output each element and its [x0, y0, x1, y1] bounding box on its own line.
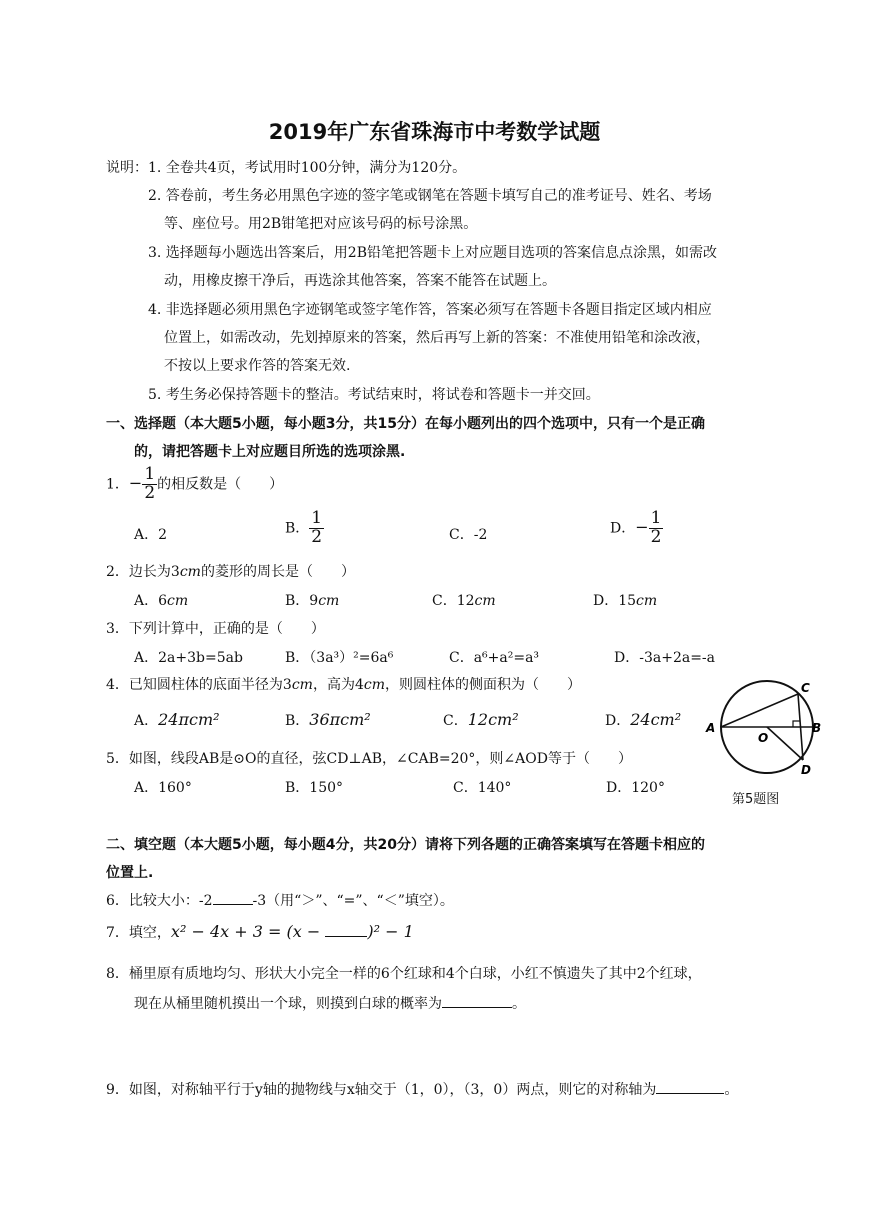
answer-blank[interactable] [213, 890, 253, 905]
minus-sign: − [128, 473, 143, 493]
section-heading: 一、选择题（本大题5小题，每小题3分，共15分）在每小题列出的四个选项中，只有一个是正确 [106, 416, 705, 432]
label-c: C [801, 681, 810, 695]
option-a: A．2a+3b=5ab [134, 650, 243, 666]
option-d [610, 510, 663, 547]
denominator: 2 [144, 482, 156, 503]
numerator: 1 [650, 508, 662, 528]
question-text: 6．比较大小：-2 [106, 893, 213, 909]
question-text: ，高为4 [312, 677, 364, 693]
question-text: 现在从桶里随机摸出一个球，则摸到白球的概率为 [134, 996, 442, 1012]
option-a [134, 590, 188, 610]
option-c: C．-2 [449, 527, 488, 543]
label-a: A [706, 721, 716, 735]
answer-blank[interactable] [442, 993, 512, 1008]
question-number: 2． [106, 564, 129, 580]
option-value: 36πcm² [309, 710, 371, 729]
option-c: C．a⁶+a²=a³ [449, 650, 540, 666]
answer-blank[interactable] [325, 922, 367, 937]
option-c [432, 590, 496, 610]
note-item: 动，用橡皮擦干净后，再选涂其他答案，答案不能答在试题上。 [164, 273, 556, 289]
unit: cm [291, 677, 313, 693]
question-text: 。 [724, 1082, 739, 1098]
right-angle-mark [793, 721, 800, 727]
option-value: A．6 [134, 593, 168, 609]
question-text: 9．如图，对称轴平行于y轴的抛物线与x轴交于（1，0），（3，0）两点，则它的对称轴为 [106, 1082, 657, 1098]
note-item: 1. 全卷共4页，考试用时100分钟，满分为120分。 [148, 160, 467, 176]
option-label: D． [605, 713, 631, 729]
unit: cm [474, 593, 496, 609]
section-heading-cont: 位置上. [106, 865, 154, 881]
option-b [285, 710, 371, 730]
option-label: A． [134, 713, 159, 729]
question-8: 8．桶里原有质地均匀、形状大小完全一样的6个红球和4个白球，小红不慎遗失了其中2个红球， [106, 966, 702, 982]
label-b: B [812, 721, 822, 735]
denominator: 2 [311, 526, 323, 547]
expression: x² − 4x + 3 = (x − [170, 922, 326, 941]
chord-ac [721, 694, 798, 727]
option-label: C． [443, 713, 468, 729]
question-text: ，则圆柱体的侧面积为（ ） [385, 677, 581, 693]
question-text: 的菱形的周长是（ ） [200, 564, 355, 580]
denominator: 2 [650, 526, 662, 547]
fraction [649, 510, 664, 547]
label-o: O [758, 731, 769, 745]
note-item: 4. 非选择题必须用黑色字迹钢笔或签字笔作答，答案必须写在答题卡各题目指定区域内相应 [148, 302, 712, 318]
page-title: 2019年广东省珠海市中考数学试题 [268, 120, 601, 144]
fraction [142, 466, 157, 503]
question-text: 的相反数是（ ） [157, 476, 284, 493]
option-d [605, 710, 681, 730]
unit: cm [179, 564, 201, 580]
option-d: D．-3a+2a=-a [614, 650, 716, 666]
unit: cm [363, 677, 385, 693]
question-text: 7．填空， [106, 925, 171, 941]
option-value: D．15 [593, 593, 637, 609]
option-a: A．2 [134, 527, 168, 543]
option-label: B． [285, 520, 310, 537]
note-item: 3. 选择题每小题选出答案后，用2B铅笔把答题卡上对应题目选项的答案信息点涂黑，如需改 [148, 245, 718, 261]
option-a: A．160° [134, 780, 192, 796]
question-2 [106, 561, 355, 581]
numerator: 1 [144, 464, 156, 484]
question-text: -3（用“＞”、“=”、“＜”填空）。 [252, 893, 454, 909]
option-c: C．140° [453, 780, 512, 796]
unit: cm [167, 593, 189, 609]
question-9 [106, 1079, 738, 1099]
note-item: 等、座位号。用2B钳笔把对应该号码的标号涂黑。 [164, 216, 478, 232]
option-label: D． [610, 520, 636, 537]
option-a [134, 710, 220, 730]
option-value: 24πcm² [158, 710, 220, 729]
figure-caption: 第5题图 [732, 792, 780, 807]
question-4 [106, 674, 581, 694]
option-b: B．（3a³）²=6a⁶ [285, 650, 394, 666]
option-b [285, 590, 339, 610]
question-3: 3．下列计算中，正确的是（ ） [106, 621, 325, 637]
note-item: 位置上，如需改动，先划掉原来的答案，然后再写上新的答案：不准使用铅笔和涂改液， [164, 330, 710, 346]
question-5: 5．如图，线段AB是⊙O的直径，弦CD⊥AB，∠CAB=20°，则∠AOD等于（ ） [106, 751, 632, 767]
numerator: 1 [311, 508, 323, 528]
question-number: 1． [106, 476, 129, 493]
option-d [593, 590, 657, 610]
section-heading: 二、填空题（本大题5小题，每小题4分，共20分）请将下列各题的正确答案填写在答题卡相应的 [106, 837, 705, 853]
question-8-cont [134, 993, 526, 1013]
label-d: D [801, 763, 811, 777]
option-value: 24cm² [630, 710, 682, 729]
question-text: 。 [512, 996, 526, 1012]
unit: cm [318, 593, 340, 609]
question-1 [106, 466, 283, 503]
note-item: 5. 考生务必保持答题卡的整洁。考试结束时，将试卷和答题卡一并交回。 [148, 387, 600, 403]
note-item: 不按以上要求作答的答案无效. [164, 358, 351, 374]
option-value: C．12 [432, 593, 475, 609]
question-text: 4．已知圆柱体的底面半径为3 [106, 677, 292, 693]
question-6 [106, 890, 454, 910]
note-item: 2. 答卷前，考生务必用黑色字迹的签字笔或钢笔在答题卡填写自己的准考证号、姓名、考场 [148, 188, 712, 204]
option-b [285, 510, 324, 547]
circle-figure [700, 672, 830, 784]
option-b: B．150° [285, 780, 344, 796]
question-text: 边长为3 [128, 564, 180, 580]
expression: )² − 1 [367, 922, 414, 941]
question-7 [106, 922, 414, 942]
section-heading-cont: 的，请把答题卡上对应题目所选的选项涂黑. [134, 444, 406, 460]
answer-blank[interactable] [656, 1079, 724, 1094]
unit: cm [636, 593, 658, 609]
option-value: B．9 [285, 593, 319, 609]
option-value: 12cm² [467, 710, 519, 729]
radius-od [767, 727, 803, 760]
option-d: D．120° [606, 780, 665, 796]
option-label: B． [285, 713, 310, 729]
notes-label: 说明： [106, 160, 148, 176]
minus-sign: − [635, 517, 649, 537]
option-c [443, 710, 519, 730]
fraction [309, 510, 324, 547]
